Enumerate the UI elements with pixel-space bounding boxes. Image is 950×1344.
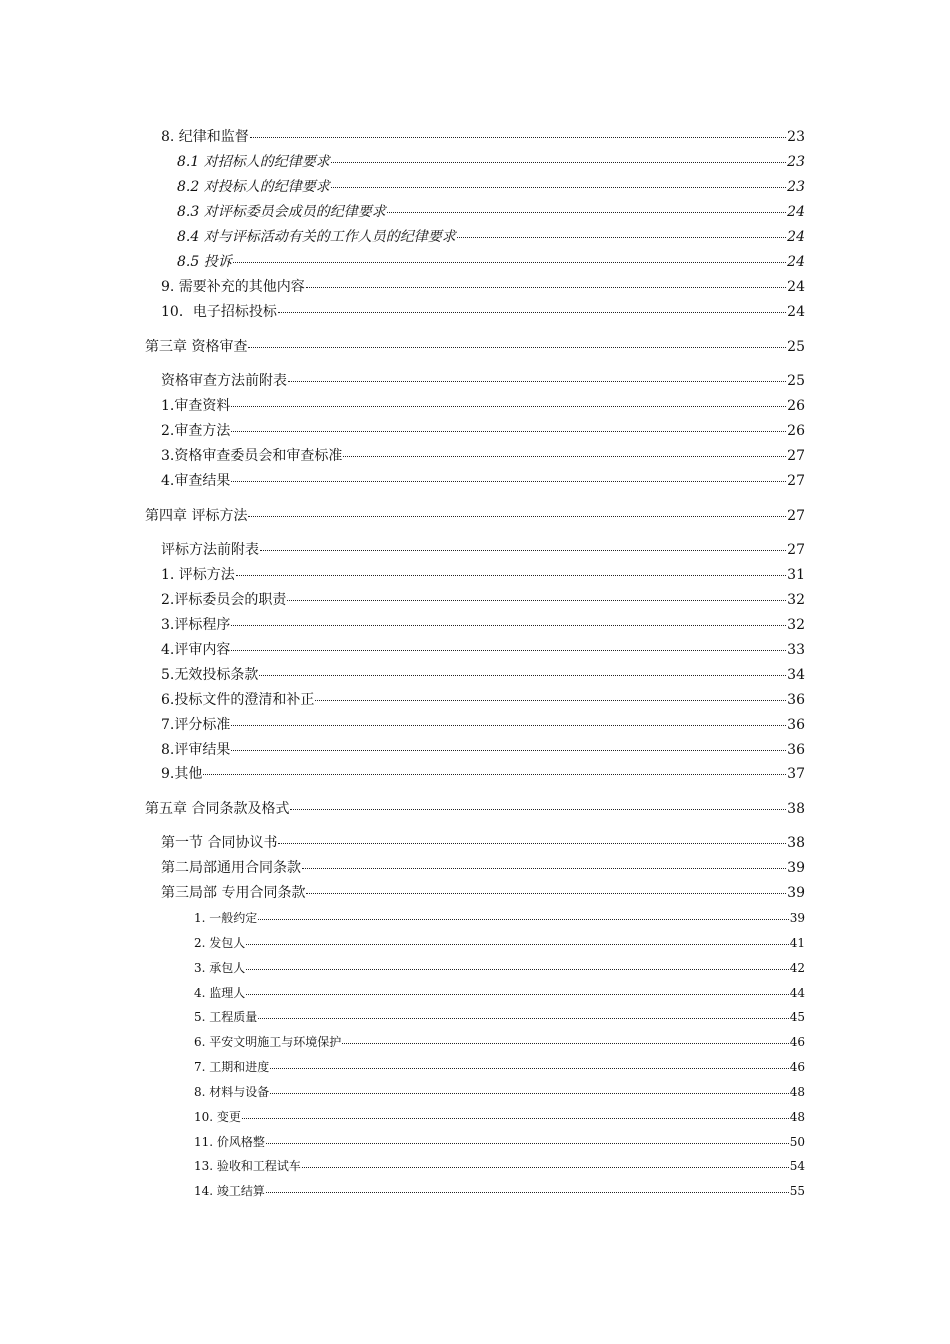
dot-leader [290,809,786,810]
toc-entry-title: 3.资格审查委员会和审查标准 [161,448,343,464]
toc-entry[interactable] [161,541,805,559]
toc-entry[interactable] [161,616,805,634]
toc-entry[interactable] [161,591,805,609]
toc-entry[interactable] [161,859,805,877]
dot-leader [306,893,786,894]
toc-entry-page: 27 [787,508,805,524]
toc-entry-title: 8.1 对招标人的纪律要求 [177,154,330,170]
toc-entry-title: 第三章 资格审查 [145,339,248,355]
toc-entry-title: 2. 发包人 [194,936,246,950]
toc-entry-title: 5.无效投标条款 [161,667,259,683]
toc-subentry[interactable] [194,909,805,927]
toc-entry[interactable] [161,372,805,390]
toc-entry-page: 27 [787,473,805,489]
dot-leader [236,575,786,576]
dot-leader [457,237,786,238]
toc-entry[interactable] [161,741,805,759]
toc-entry-title: 6.投标文件的澄清和补正 [161,692,315,708]
toc-entry-title: 8. 材料与设备 [194,1085,270,1099]
toc-entry-page: 23 [787,129,805,145]
toc-entry-page: 34 [787,667,805,683]
toc-entry-title: 第二局部通用合同条款 [161,860,301,876]
dot-leader [233,262,786,263]
toc-entry-title: 1. 评标方法 [161,567,235,583]
toc-entry-page: 27 [787,448,805,464]
toc-entry[interactable] [161,834,805,852]
toc-subentry[interactable] [194,1108,805,1126]
toc-entry-page: 25 [787,339,805,355]
dot-leader [331,187,786,188]
dot-leader [231,725,786,726]
toc-entry-page: 46 [789,1060,805,1074]
toc-entry-title: 第五章 合同条款及格式 [145,801,290,817]
toc-subentry[interactable] [194,1008,805,1026]
toc-entry-page: 39 [787,860,805,876]
toc-subentry[interactable] [194,984,805,1002]
dot-leader [288,381,786,382]
dot-leader [231,625,786,626]
toc-entry[interactable] [161,447,805,465]
toc-entry-title: 8.4 对与评标活动有关的工作人员的纪律要求 [177,229,456,245]
toc-entry-title: 6. 平安文明施工与环境保护 [194,1035,342,1049]
toc-entry-title: 资格审查方法前附表 [161,373,287,389]
toc-entry[interactable] [161,278,805,296]
toc-entry-page: 37 [787,766,805,782]
dot-leader [248,516,786,517]
dot-leader [203,774,786,775]
toc-entry-title: 8. 纪律和监督 [161,129,249,145]
toc-entry[interactable] [177,203,805,221]
toc-entry-page: 42 [789,961,805,975]
toc-subentry[interactable] [194,959,805,977]
dot-leader [270,1093,788,1094]
toc-entry-page: 50 [789,1135,805,1149]
toc-entry-title: 4.评审内容 [161,642,231,658]
toc-entry[interactable] [161,666,805,684]
toc-subentry[interactable] [194,1133,805,1151]
toc-entry[interactable] [177,178,805,196]
toc-entry[interactable] [161,691,805,709]
toc-entry-title: 4. 监理人 [194,986,246,1000]
toc-entry[interactable] [161,566,805,584]
dot-leader [343,456,786,457]
dot-leader [342,1043,788,1044]
dot-leader [306,287,786,288]
dot-leader [270,1068,788,1069]
toc-entry-title: 2.评标委员会的职责 [161,592,287,608]
toc-entry-page: 24 [787,304,805,320]
toc-entry-page: 32 [787,617,805,633]
toc-entry-page: 41 [789,936,805,950]
toc-entry[interactable] [161,303,805,321]
toc-entry-page: 45 [789,1010,805,1024]
dot-leader [231,750,786,751]
toc-chapter-entry[interactable] [145,800,805,818]
toc-entry-title: 8.5 投诉 [177,254,232,270]
toc-entry-page: 48 [789,1085,805,1099]
toc-subentry[interactable] [194,1157,805,1175]
toc-entry-title: 7. 工期和进度 [194,1060,270,1074]
dot-leader [302,1167,789,1168]
toc-entry-title: 8.2 对投标人的纪律要求 [177,179,330,195]
toc-entry-page: 54 [789,1159,805,1173]
toc-entry-title: 3. 承包人 [194,961,246,975]
dot-leader [287,600,786,601]
dot-leader [242,1118,789,1119]
toc-entry-title: 9. 需要补充的其他内容 [161,279,305,295]
toc-entry[interactable] [161,765,805,783]
toc-entry-title: 8.3 对评标委员会成员的纪律要求 [177,204,386,220]
toc-entry-title: 14. 竣工结算 [194,1184,265,1198]
dot-leader [231,431,786,432]
toc-entry-page: 32 [787,592,805,608]
dot-leader [278,312,786,313]
toc-entry-title: 11. 价风格整 [194,1135,265,1149]
dot-leader [259,675,786,676]
toc-subentry[interactable] [194,934,805,952]
dot-leader [231,481,786,482]
dot-leader [248,347,786,348]
toc-entry-page: 24 [787,279,805,295]
toc-entry-title: 13. 验收和工程试车 [194,1159,301,1173]
toc-entry[interactable] [177,228,805,246]
dot-leader [260,550,786,551]
toc-entry[interactable] [161,641,805,659]
toc-entry-page: 23 [787,154,805,170]
toc-entry-title: 10. 变更 [194,1110,241,1124]
toc-entry-title: 8.评审结果 [161,742,231,758]
toc-entry-page: 38 [787,835,805,851]
toc-entry-page: 39 [789,911,805,925]
toc-entry-page: 26 [787,423,805,439]
toc-entry-page: 36 [787,692,805,708]
dot-leader [278,843,786,844]
toc-entry-page: 33 [787,642,805,658]
toc-entry-title: 第四章 评标方法 [145,508,248,524]
dot-leader [302,868,786,869]
toc-entry-page: 25 [787,373,805,389]
dot-leader [231,650,786,651]
toc-entry-page: 24 [787,229,805,245]
dot-leader [315,700,786,701]
toc-entry[interactable] [177,253,805,271]
dot-leader [387,212,786,213]
toc-entry-page: 26 [787,398,805,414]
toc-entry[interactable] [161,884,805,902]
toc-chapter-entry[interactable] [145,507,805,525]
dot-leader [266,1192,789,1193]
toc-entry[interactable] [161,472,805,490]
toc-entry-title: 5. 工程质量 [194,1010,258,1024]
toc-subentry[interactable] [194,1182,805,1200]
toc-entry-page: 38 [787,801,805,817]
toc-entry-page: 24 [787,204,805,220]
dot-leader [266,1143,789,1144]
toc-entry-page: 31 [787,567,805,583]
toc-entry-page: 55 [789,1184,805,1198]
toc-entry-title: 评标方法前附表 [161,542,259,558]
toc-subentry[interactable] [194,1058,805,1076]
toc-entry-title: 第三局部 专用合同条款 [161,885,306,901]
toc-entry-page: 36 [787,717,805,733]
toc-entry-title: 4.审查结果 [161,473,231,489]
toc-subentry[interactable] [194,1033,805,1051]
toc-entry[interactable] [161,128,805,146]
toc-entry-title: 第一节 合同协议书 [161,835,278,851]
toc-entry-title: 3.评标程序 [161,617,231,633]
toc-entry[interactable] [161,422,805,440]
toc-entry-title: 1.审查资料 [161,398,231,414]
toc-entry[interactable] [161,397,805,415]
toc-entry-page: 23 [787,179,805,195]
dot-leader [246,944,788,945]
toc-entry-title: 1. 一般约定 [194,911,258,925]
toc-entry-page: 24 [787,254,805,270]
dot-leader [231,406,786,407]
toc-entry-page: 44 [789,986,805,1000]
toc-entry-page: 36 [787,742,805,758]
toc-entry-page: 46 [789,1035,805,1049]
dot-leader [331,162,786,163]
toc-entry-title: 10．电子招标投标 [161,304,277,320]
toc-entry[interactable] [161,716,805,734]
toc-subentry[interactable] [194,1083,805,1101]
toc-entry-title: 2.审查方法 [161,423,231,439]
dot-leader [258,1018,788,1019]
toc-entry-title: 7.评分标准 [161,717,231,733]
dot-leader [246,969,788,970]
toc-entry-page: 48 [789,1110,805,1124]
toc-entry-title: 9.其他 [161,766,203,782]
dot-leader [246,994,788,995]
toc-chapter-entry[interactable] [145,338,805,356]
toc-entry-page: 39 [787,885,805,901]
dot-leader [258,919,788,920]
toc-entry-page: 27 [787,542,805,558]
toc-entry[interactable] [177,153,805,171]
dot-leader [250,137,786,138]
